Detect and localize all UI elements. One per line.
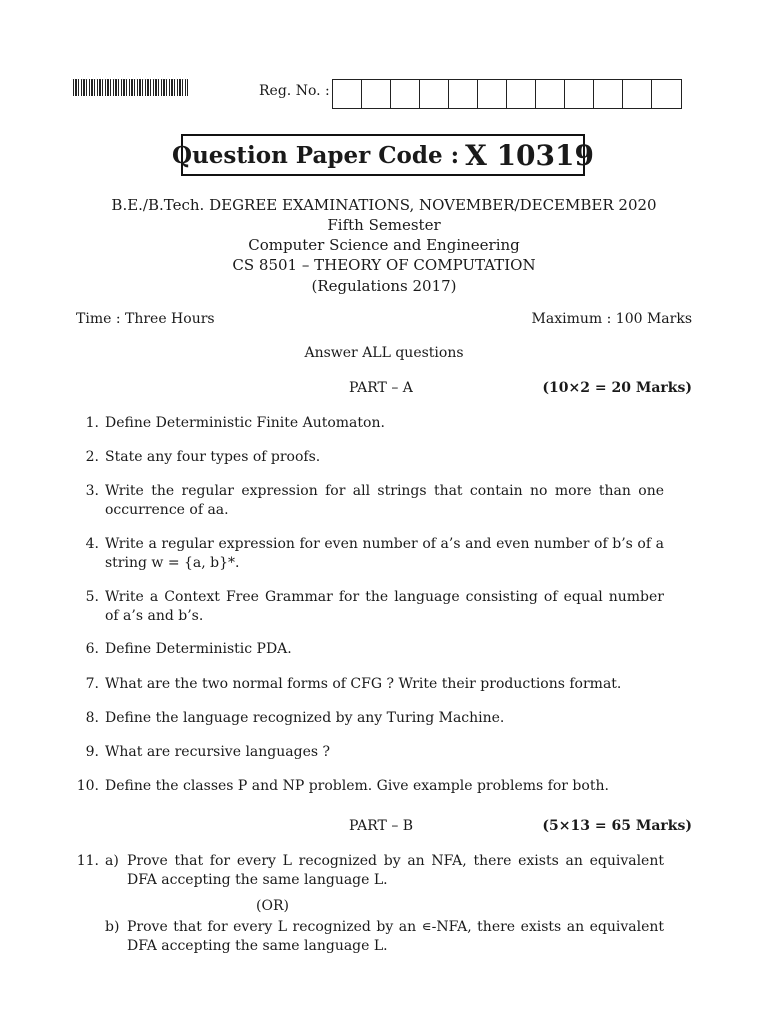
question-number: 7. xyxy=(85,676,99,692)
question-number: 4. xyxy=(85,536,99,552)
question-number: 1. xyxy=(85,415,99,431)
code-value: X 10319 xyxy=(465,138,594,172)
reg-no-box xyxy=(507,80,536,108)
regulations: (Regulations 2017) xyxy=(311,277,457,295)
question-text: Write the regular expression for all strings that contain no more than one occurrence of aa. xyxy=(105,483,664,518)
question-number: 8. xyxy=(85,710,99,726)
reg-no-box xyxy=(420,80,449,108)
barcode xyxy=(73,79,188,96)
sub-question-text: Prove that for every L recognized by an ∊-NFA, there exists an equivalent DFA accepting the same language L. xyxy=(127,919,664,954)
question-text: Write a Context Free Grammar for the language consisting of equal number of a’s and b’s. xyxy=(105,589,664,624)
question-number: 9. xyxy=(85,744,99,760)
question-paper-code xyxy=(172,134,594,176)
reg-no-box xyxy=(565,80,594,108)
or-separator: (OR) xyxy=(256,898,289,914)
question-item xyxy=(76,675,664,694)
question-item xyxy=(76,414,664,433)
question-item xyxy=(76,482,664,520)
maximum-marks: Maximum : 100 Marks xyxy=(531,311,692,327)
reg-no-box xyxy=(449,80,478,108)
part-b-marks: (5×13 = 65 Marks) xyxy=(542,818,692,834)
question-item xyxy=(76,448,664,467)
question-item xyxy=(76,588,664,626)
question-11a xyxy=(105,852,664,890)
reg-no-box xyxy=(536,80,565,108)
question-item xyxy=(76,640,664,659)
reg-no-box xyxy=(362,80,391,108)
question-item xyxy=(76,777,664,796)
question-text: What are recursive languages ? xyxy=(105,744,330,760)
question-number: 2. xyxy=(85,449,99,465)
department: Computer Science and Engineering xyxy=(248,236,520,254)
question-item xyxy=(76,535,664,573)
reg-no-box xyxy=(333,80,362,108)
time-allowed: Time : Three Hours xyxy=(76,311,215,327)
sub-question-label: b) xyxy=(105,919,120,935)
instruction: Answer ALL questions xyxy=(304,345,464,361)
question-text: Define the classes P and NP problem. Give example problems for both. xyxy=(105,778,609,794)
question-number: 6. xyxy=(85,641,99,657)
question-number: 11. xyxy=(76,853,99,869)
sub-question-label: a) xyxy=(105,853,119,869)
question-item xyxy=(76,709,664,728)
question-text: State any four types of proofs. xyxy=(105,449,321,465)
exam-title: B.E./B.Tech. DEGREE EXAMINATIONS, NOVEMBER/DECEMBER 2020 xyxy=(111,196,657,214)
question-item xyxy=(76,743,664,762)
question-number: 3. xyxy=(85,483,99,499)
question-number: 10. xyxy=(76,778,99,794)
reg-no-boxes xyxy=(332,79,682,109)
question-number: 5. xyxy=(85,589,99,605)
course: CS 8501 – THEORY OF COMPUTATION xyxy=(232,256,536,274)
question-11b xyxy=(105,918,664,956)
part-b-label: PART – B xyxy=(349,818,414,834)
part-a-label: PART – A xyxy=(349,380,413,396)
question-text: Define the language recognized by any Turing Machine. xyxy=(105,710,505,726)
code-prefix: Question Paper Code : xyxy=(172,141,460,169)
question-text: Define Deterministic PDA. xyxy=(105,641,292,657)
reg-no-label: Reg. No. : xyxy=(259,83,330,99)
reg-no-box xyxy=(594,80,623,108)
question-text: Write a regular expression for even number of a’s and even number of b’s of a string w = {a, b}*. xyxy=(105,536,664,571)
reg-no-box xyxy=(478,80,507,108)
semester: Fifth Semester xyxy=(327,216,441,234)
question-text: What are the two normal forms of CFG ? Write their productions format. xyxy=(105,676,622,692)
question-text: Define Deterministic Finite Automaton. xyxy=(105,415,385,431)
reg-no-box xyxy=(623,80,652,108)
reg-no-box xyxy=(652,80,681,108)
reg-no-box xyxy=(391,80,420,108)
part-a-marks: (10×2 = 20 Marks) xyxy=(542,380,692,396)
sub-question-text: Prove that for every L recognized by an NFA, there exists an equivalent DFA accepting the same language L. xyxy=(127,853,664,888)
